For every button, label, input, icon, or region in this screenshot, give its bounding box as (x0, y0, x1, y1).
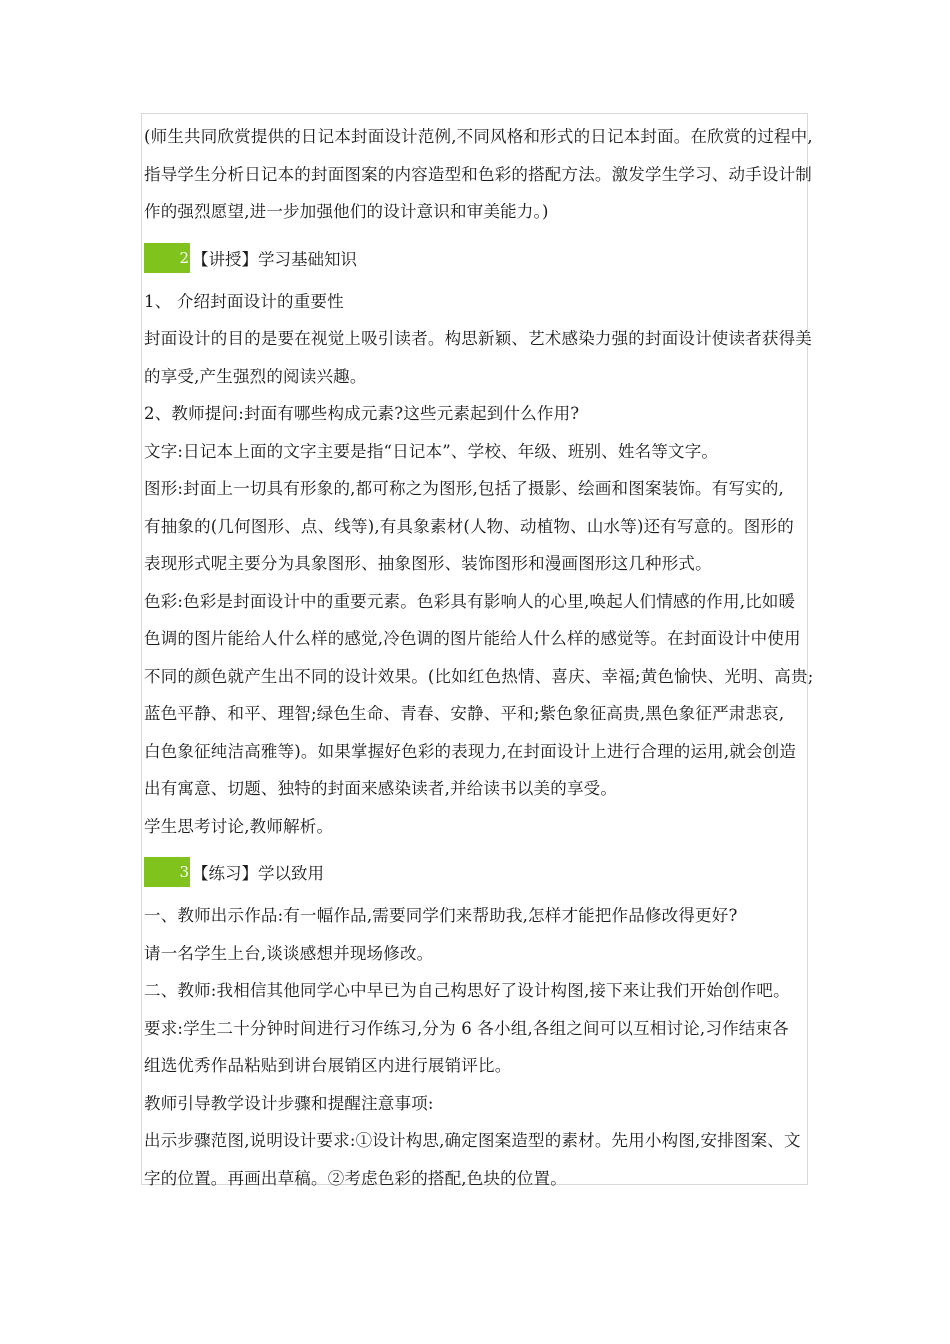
text-line: 组选优秀作品粘贴到讲台展销区内进行展销评比。 (144, 1056, 512, 1075)
section-2-heading (144, 243, 812, 273)
section-number-badge (144, 243, 190, 273)
section-number: 2 (179, 248, 189, 267)
section-title: 【讲授】学习基础知识 (192, 249, 357, 269)
text-line: 指导学生分析日记本的封面图案的内容造型和色彩的搭配方法。激发学生学习、动手设计制 (144, 164, 812, 184)
section-number-badge (144, 857, 190, 887)
text-line: 色调的图片能给人什么样的感觉,冷色调的图片能给人什么样的感觉等。在封面设计中使用 (144, 629, 801, 648)
text-line: 表现形式呢主要分为具象图形、抽象图形、装饰图形和漫画图形这几种形式。 (144, 554, 712, 573)
text-line: 要求:学生二十分钟时间进行习作练习,分为 6 各小组,各组之间可以互相讨论,习作结束各 (144, 1018, 789, 1038)
text-line: 出有寓意、切题、独特的封面来感染读者,并给读书以美的享受。 (144, 779, 618, 798)
text-line: 有抽象的(几何图形、点、线等),有具象素材(人物、动植物、山水等)还有写意的。图形的 (144, 516, 794, 536)
text-line: 一、教师出示作品:有一幅作品,需要同学们来帮助我,怎样才能把作品修改得更好? (144, 906, 738, 925)
text-line: 蓝色平静、和平、理智;绿色生命、青春、安静、平和;紫色象征高贵,黑色象征严肃悲哀, (144, 704, 785, 723)
text-line: 的享受,产生强烈的阅读兴趣。 (144, 366, 367, 386)
intro-paragraph (144, 118, 812, 231)
text-line: 教师引导教学设计步骤和提醒注意事项: (144, 1093, 434, 1113)
text-line: 封面设计的目的是要在视觉上吸引读者。构思新颖、艺术感染力强的封面设计使读者获得美 (144, 329, 812, 348)
section-3-heading (144, 857, 812, 887)
text-line: 文字:日记本上面的文字主要是指“日记本”、学校、年级、班别、姓名等文字。 (144, 441, 719, 461)
text-line: 白色象征纯洁高雅等)。如果掌握好色彩的表现力,在封面设计上进行合理的运用,就会创造 (144, 741, 797, 761)
text-line: 请一名学生上台,谈谈感想并现场修改。 (144, 943, 434, 963)
text-line: 字的位置。再画出草稿。②考虑色彩的搭配,色块的位置。 (144, 1168, 567, 1188)
section-2-body (144, 283, 812, 846)
text-line: 出示步骤范图,说明设计要求:①设计构思,确定图案造型的素材。先用小构图,安排图案、文 (144, 1131, 801, 1150)
text-line: 作的强烈愿望,进一步加强他们的设计意识和审美能力。) (144, 202, 549, 221)
text-line: 不同的颜色就产生出不同的设计效果。(比如红色热情、喜庆、幸福;黄色愉快、光明、高贵; (144, 666, 814, 686)
text-line: 二、教师:我相信其他同学心中早已为自己构思好了设计构图,接下来让我们开始创作吧。 (144, 981, 790, 1000)
text-line: 色彩:色彩是封面设计中的重要元素。色彩具有影响人的心里,唤起人们情感的作用,比如暖 (144, 591, 796, 611)
text-line: 学生思考讨论,教师解析。 (144, 816, 334, 836)
section-3-body (144, 897, 812, 1197)
section-title: 【练习】学以致用 (192, 864, 324, 883)
text-line: (师生共同欣赏提供的日记本封面设计范例,不同风格和形式的日记本封面。在欣赏的过程中, (144, 127, 813, 146)
text-line: 2、教师提问:封面有哪些构成元素?这些元素起到什么作用? (144, 404, 580, 423)
text-line: 1、 介绍封面设计的重要性 (144, 291, 344, 311)
section-number: 3 (179, 863, 189, 881)
text-line: 图形:封面上一切具有形象的,都可称之为图形,包括了摄影、绘画和图案装饰。有写实的, (144, 479, 784, 498)
document-body (144, 118, 812, 1197)
